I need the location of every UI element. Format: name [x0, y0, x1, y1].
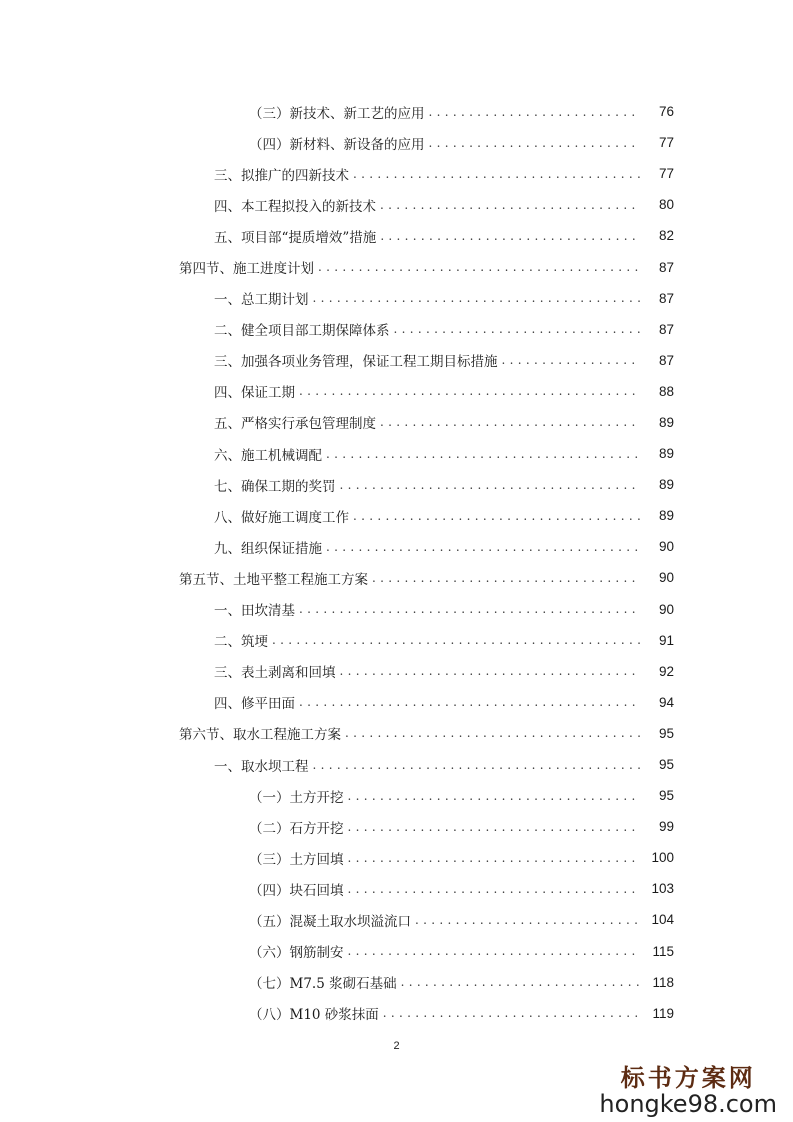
toc-entry[interactable]: [0, 718, 793, 749]
toc-entry-title: 四、保证工期: [214, 385, 295, 402]
toc-entry-title: 三、加强各项业务管理，保证工程工期目标措施: [214, 354, 498, 371]
toc-entry[interactable]: [0, 811, 793, 842]
toc-entry[interactable]: [0, 904, 793, 935]
toc-entry-page: 90: [658, 539, 674, 555]
toc-entry-title: 七、确保工期的奖罚: [214, 478, 336, 495]
toc-entry-page: 80: [658, 197, 674, 213]
toc-entry[interactable]: [0, 438, 793, 469]
toc-dot-leader: [272, 633, 640, 647]
toc-entry-page: 94: [658, 694, 674, 710]
toc-dot-leader: [326, 447, 640, 461]
toc-entry-title: 八、做好施工调度工作: [214, 509, 349, 526]
toc-dot-leader: [326, 540, 640, 554]
toc-entry-title: （一）土方开挖: [249, 789, 344, 806]
toc-entry-title: 一、取水坝工程: [214, 758, 309, 775]
toc-entry[interactable]: [0, 345, 793, 376]
toc-entry-page: 99: [658, 819, 674, 835]
toc-entry-page: 77: [658, 135, 674, 151]
toc-entry[interactable]: [0, 562, 793, 593]
toc-entry-title: （四）新材料、新设备的应用: [249, 136, 425, 153]
toc-dot-leader: [380, 415, 640, 429]
toc-entry-page: 95: [658, 788, 674, 804]
toc-entry-page: 89: [658, 414, 674, 430]
toc-entry-page: 82: [658, 228, 674, 244]
toc-entry[interactable]: [0, 749, 793, 780]
toc-entry-page: 90: [658, 601, 674, 617]
toc-entry[interactable]: [0, 158, 793, 189]
toc-entry-page: 77: [658, 166, 674, 182]
toc-dot-leader: [353, 509, 640, 523]
toc-dot-leader: [348, 820, 641, 834]
toc-entry[interactable]: [0, 283, 793, 314]
toc-dot-leader: [353, 167, 640, 181]
toc-entry-title: 三、表土剥离和回填: [214, 665, 336, 682]
toc-entry[interactable]: [0, 251, 793, 282]
toc-entry[interactable]: [0, 469, 793, 500]
toc-entry-title: （八）M10 砂浆抹面: [249, 1007, 379, 1024]
toc-entry-title: 第五节、土地平整工程施工方案: [179, 571, 368, 588]
toc-entry-page: 104: [651, 912, 674, 928]
toc-entry-title: （三）新技术、新工艺的应用: [249, 105, 425, 122]
toc-entry-title: 第六节、取水工程施工方案: [179, 727, 341, 744]
toc-entry-page: 89: [658, 477, 674, 493]
toc-entry-page: 89: [658, 446, 674, 462]
toc-entry[interactable]: [0, 998, 793, 1029]
toc-entry-page: 90: [658, 570, 674, 586]
toc-entry-page: 118: [652, 974, 674, 990]
toc-dot-leader: [348, 944, 641, 958]
toc-entry-page: 103: [651, 881, 674, 897]
toc-dot-leader: [299, 695, 640, 709]
toc-entry-title: 一、田坎清基: [214, 603, 295, 620]
toc-entry-title: 九、组织保证措施: [214, 540, 322, 557]
toc-entry-title: 第四节、施工进度计划: [179, 261, 314, 278]
toc-entry[interactable]: [0, 625, 793, 656]
toc-dot-leader: [383, 1006, 640, 1020]
toc-entry[interactable]: [0, 936, 793, 967]
toc-entry-title: （三）土方回填: [249, 851, 344, 868]
toc-dot-leader: [394, 322, 641, 336]
toc-entry-title: （六）钢筋制安: [249, 945, 344, 962]
toc-entry-title: 四、修平田面: [214, 696, 295, 713]
toc-dot-leader: [313, 291, 641, 305]
toc-list: [0, 96, 793, 1029]
toc-dot-leader: [340, 478, 641, 492]
toc-entry[interactable]: [0, 967, 793, 998]
toc-entry-title: 三、拟推广的四新技术: [214, 167, 349, 184]
toc-dot-leader: [313, 758, 641, 772]
toc-dot-leader: [429, 105, 641, 119]
toc-entry-title: 五、项目部“提质增效”措施: [214, 229, 377, 246]
toc-entry-page: 87: [658, 321, 674, 337]
toc-dot-leader: [348, 789, 641, 803]
toc-dot-leader: [348, 851, 641, 865]
toc-entry-page: 87: [658, 352, 674, 368]
toc-entry-page: 92: [658, 663, 674, 679]
toc-dot-leader: [502, 353, 641, 367]
toc-dot-leader: [345, 726, 640, 740]
toc-entry-page: 88: [658, 383, 674, 399]
watermark-url: hongke98.com: [599, 1090, 777, 1118]
toc-entry[interactable]: [0, 127, 793, 158]
toc-entry[interactable]: [0, 842, 793, 873]
toc-entry-page: 95: [658, 757, 674, 773]
toc-dot-leader: [340, 664, 641, 678]
toc-entry[interactable]: [0, 220, 793, 251]
toc-dot-leader: [429, 136, 641, 150]
page-number: 2: [393, 1040, 400, 1052]
watermark-logo: [599, 1066, 777, 1116]
toc-dot-leader: [380, 229, 640, 243]
toc-entry-page: 115: [652, 943, 674, 959]
toc-entry[interactable]: [0, 189, 793, 220]
toc-entry-title: （二）石方开挖: [249, 820, 344, 837]
toc-entry[interactable]: [0, 594, 793, 625]
toc-entry[interactable]: [0, 96, 793, 127]
table-of-contents: [0, 96, 793, 1029]
toc-dot-leader: [401, 975, 640, 989]
toc-dot-leader: [318, 260, 640, 274]
toc-entry-page: 87: [658, 259, 674, 275]
toc-dot-leader: [299, 602, 640, 616]
toc-entry-page: 119: [652, 1005, 674, 1021]
toc-entry-title: 五、严格实行承包管理制度: [214, 416, 376, 433]
toc-entry-title: 二、健全项目部工期保障体系: [214, 323, 390, 340]
toc-entry-title: 四、本工程拟投入的新技术: [214, 198, 376, 215]
toc-dot-leader: [415, 913, 640, 927]
toc-entry-title: 二、筑埂: [214, 634, 268, 651]
toc-entry-page: 95: [658, 725, 674, 741]
toc-entry-page: 91: [658, 632, 674, 648]
toc-entry[interactable]: [0, 500, 793, 531]
toc-entry-title: （七）M7.5 浆砌石基础: [249, 976, 397, 993]
watermark-site-name: 标书方案网: [620, 1064, 756, 1092]
toc-entry[interactable]: [0, 780, 793, 811]
toc-entry[interactable]: [0, 656, 793, 687]
toc-dot-leader: [372, 571, 640, 585]
toc-entry-page: 87: [658, 290, 674, 306]
toc-entry[interactable]: [0, 687, 793, 718]
toc-entry[interactable]: [0, 407, 793, 438]
toc-entry[interactable]: [0, 531, 793, 562]
toc-entry-page: 100: [651, 850, 674, 866]
toc-entry-page: 89: [658, 508, 674, 524]
toc-dot-leader: [348, 882, 641, 896]
toc-entry-title: （五）混凝土取水坝溢流口: [249, 913, 411, 930]
toc-entry[interactable]: [0, 873, 793, 904]
toc-entry[interactable]: [0, 314, 793, 345]
toc-entry-page: 76: [658, 104, 674, 120]
toc-entry-title: 一、总工期计划: [214, 292, 309, 309]
toc-dot-leader: [380, 198, 640, 212]
toc-dot-leader: [299, 384, 640, 398]
toc-entry-title: 六、施工机械调配: [214, 447, 322, 464]
toc-entry-title: （四）块石回填: [249, 882, 344, 899]
toc-entry[interactable]: [0, 376, 793, 407]
